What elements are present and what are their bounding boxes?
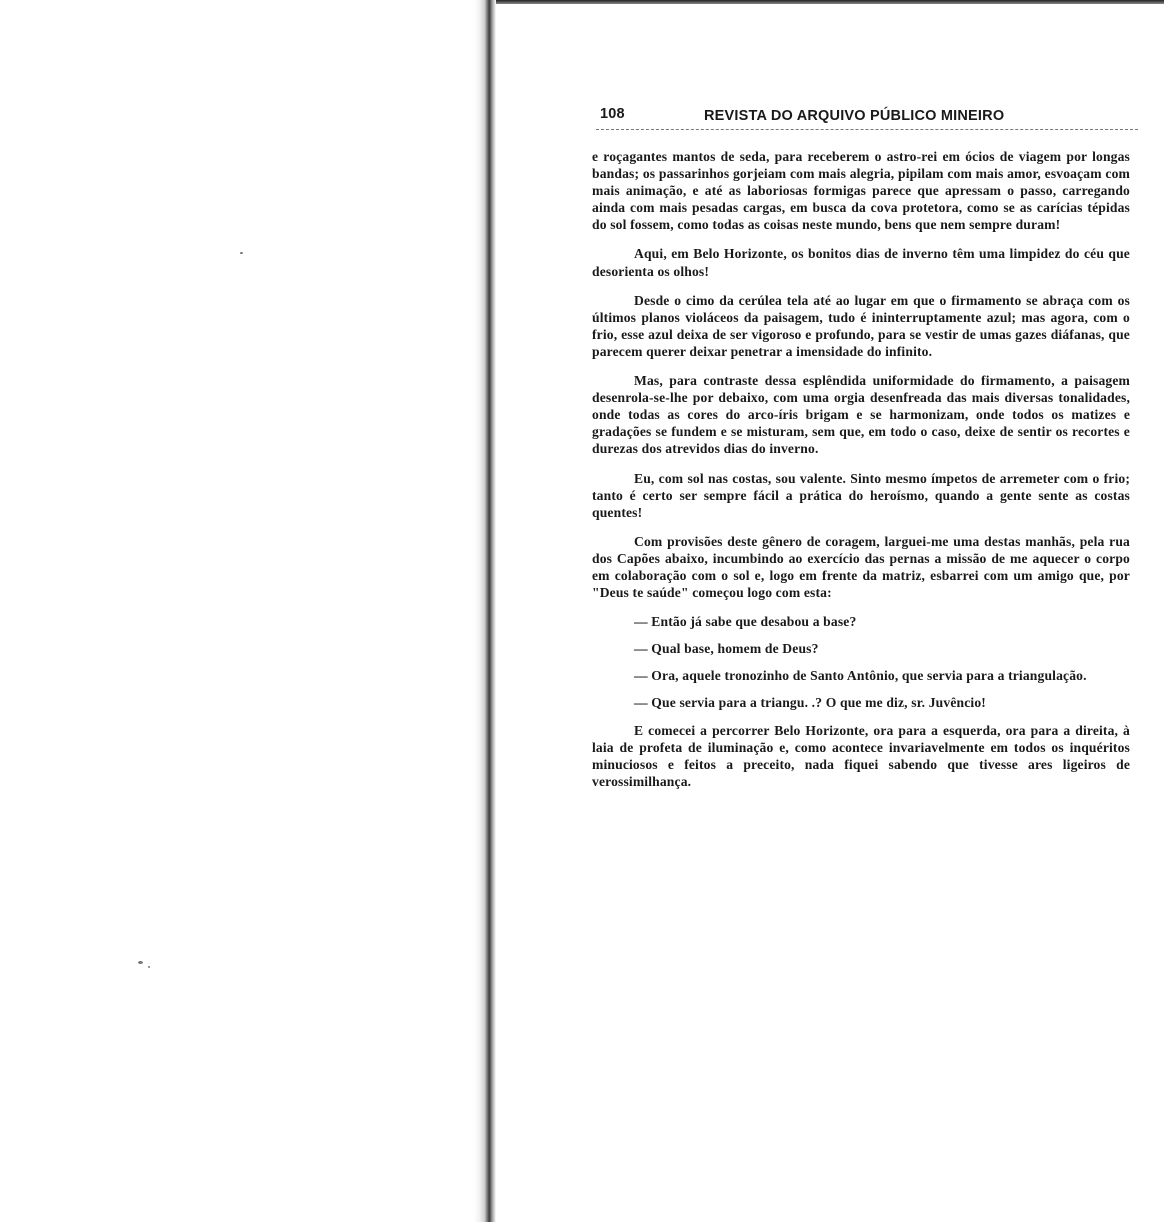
paragraph: Desde o cimo da cerúlea tela até ao lugar em que o firmamento se abraça com os últimos planos violáceos da paisagem, tudo é ininterruptamente azul; mas agora, com o frio, esse azul deixa de ser vigoroso e profundo, para se vestir de umas gazes diáfanas, que parecem querer deixar penetrar a imensidade do infinito. [592,292,1130,359]
dialogue-line: — Então já sabe que desabou a base? [634,614,857,630]
journal-title: REVISTA DO ARQUIVO PÚBLICO MINEIRO [704,108,1005,124]
paragraph: Com provisões deste gênero de coragem, larguei-me uma destas manhãs, pela rua dos Capões abaixo, incumbindo ao exercício das pernas a missão de me aquecer o corpo em colaboração com o sol e, logo em frente da matriz, esbarrei com um amigo que, por "Deus te saúde" começou logo com esta: [592,533,1130,601]
paragraph: Mas, para contraste dessa esplêndida uniformidade do firmamento, a paisagem desenrola-se-lhe por debaixo, com uma orgia desenfreada das mais diversas tonalidades, onde todas as cores do arco-íris brigam e se harmonizam, onde todos os matizes e gradações se fundem e se misturam, sem que, em todo o caso, deixe de sentir os recortes e durezas dos atrevidos dias do inverno. [592,373,1130,457]
paragraph: Aqui, em Belo Horizonte, os bonitos dias de inverno têm uma limpidez do céu que desorienta os olhos! [592,246,1130,279]
paragraph: e roçagantes mantos de seda, para receberem o astro-rei em ócios de viagem por longas bandas; os passarinhos gorjeiam com mais alegria, pipilam com mais amor, esvoaçam com mais animação, e até as laboriosas formigas parece que apressam o passo, carregando ainda com mais pesadas cargas, em busca da cova protetora, como se as carícias tépidas do sol fossem, como todas as coisas neste mundo, bens que nem sempre duram! [592,149,1130,233]
dialogue-line: — Que servia para a triangu. .? O que me diz, sr. Juvêncio! [634,695,986,711]
running-header [592,104,1130,132]
page-top-edge [490,0,1164,4]
dialogue-line: — Ora, aquele tronozinho de Santo Antônio, que servia para a triangulação. [634,668,1087,684]
header-rule [596,129,1138,130]
paragraph: E comecei a percorrer Belo Horizonte, ora para a esquerda, ora para a direita, à laia de profeta de iluminação e, como acontece invariavelmente em todos os inquéritos minuciosos e feitos a preceito, nada fiquei sabendo que tivesse ares ligeiros de verossimilhança. [592,722,1130,789]
book-gutter [474,0,496,1222]
paper-speck [138,961,143,964]
paper-speck [240,252,243,254]
paragraph: Eu, com sol nas costas, sou valente. Sinto mesmo ímpetos de arremeter com o frio; tanto é certo ser sempre fácil a prática do heroísmo, quando a gente sente as costas quentes! [592,470,1130,520]
right-page [592,104,1130,802]
paper-speck [148,966,150,968]
dialogue-line: — Qual base, homem de Deus? [634,641,819,657]
page-number: 108 [600,106,625,122]
body-text [592,148,1130,790]
